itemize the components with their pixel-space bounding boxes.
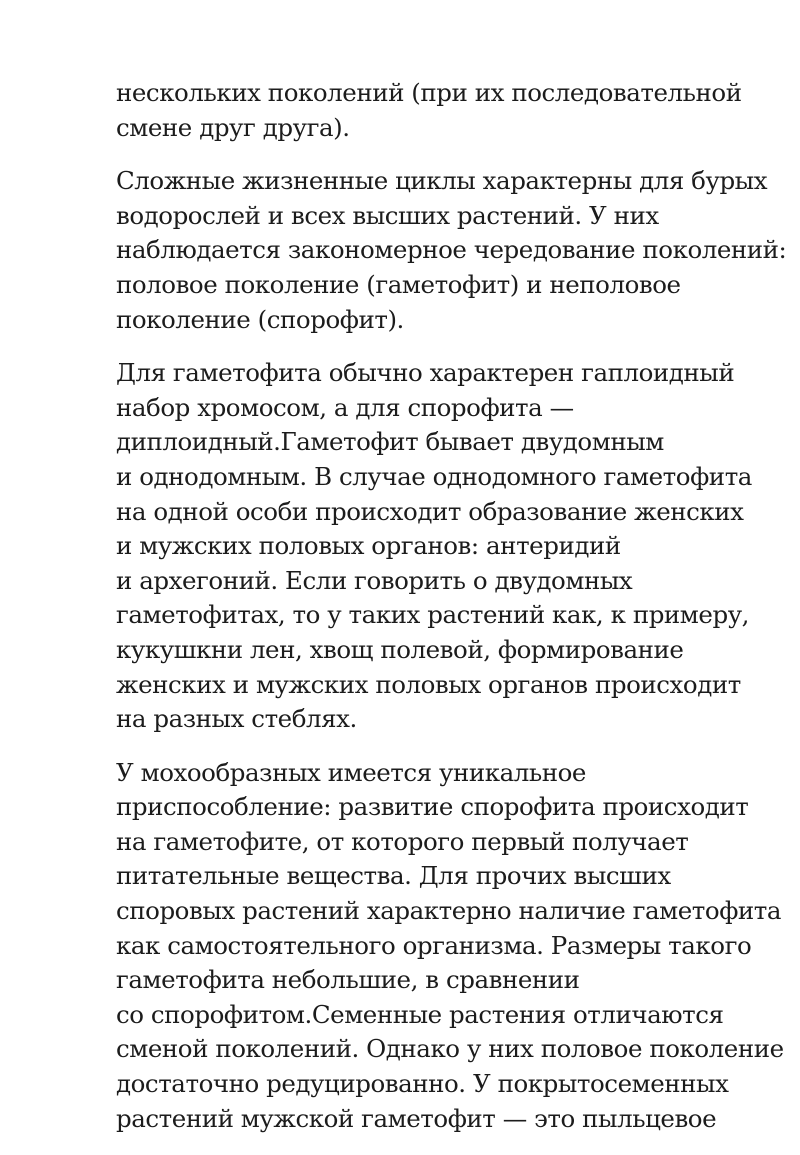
text-line: половое поколение (гаметофит) и неполовое	[116, 269, 681, 299]
paragraph-2	[116, 164, 787, 337]
text-line: Сложные жизненные циклы характерны для бурых	[116, 166, 768, 196]
text-line: гаметофитах, то у таких растений как, к примеру,	[116, 600, 749, 630]
text-line: женских и мужских половых органов происходит	[116, 669, 741, 699]
text-line: со спорофитом.Семенные растения отличаются	[116, 999, 724, 1029]
text-line: растений мужской гаметофит — это пыльцевое	[116, 1103, 717, 1133]
text-line: Для гаметофита обычно характерен гаплоидный	[116, 358, 735, 388]
text-line: питательные вещества. Для прочих высших	[116, 861, 671, 891]
text-line: кукушкни лен, хвощ полевой, формирование	[116, 634, 684, 664]
text-line: поколение (спорофит).	[116, 304, 404, 334]
text-line: диплоидный.Гаметофит бывает двудомным	[116, 427, 664, 457]
text-line: водорослей и всех высших растений. У них	[116, 200, 659, 230]
text-line: смене друг друга).	[116, 112, 350, 142]
text-line: на гаметофите, от которого первый получает	[116, 826, 689, 856]
paragraph-1	[116, 76, 756, 145]
text-line: гаметофита небольшие, в сравнении	[116, 965, 580, 995]
text-line: и однодомным. В случае однодомного гаметофита	[116, 461, 752, 491]
text-line: и архегоний. Если говорить о двудомных	[116, 565, 633, 595]
text-line: набор хромосом, а для спорофита —	[116, 392, 574, 422]
document-page	[116, 76, 787, 1155]
text-line: наблюдается закономерное чередование поколений:	[116, 235, 787, 265]
text-line: как самостоятельного организма. Размеры такого	[116, 930, 752, 960]
text-line: на разных стеблях.	[116, 704, 357, 734]
text-line: споровых растений характерно наличие гаметофита	[116, 896, 782, 926]
text-line: и мужских половых органов: антеридий	[116, 531, 621, 561]
paragraph-3	[116, 356, 756, 737]
text-line: достаточно редуцированно. У покрытосеменных	[116, 1069, 729, 1099]
text-line: нескольких поколений (при их последовательной	[116, 78, 742, 107]
text-line: сменой поколений. Однако у них половое поколение	[116, 1034, 784, 1064]
text-line: У мохообразных имеется уникальное	[116, 757, 586, 787]
text-line: приспособление: развитие спорофита происходит	[116, 792, 749, 822]
paragraph-4	[116, 756, 784, 1137]
text-line: на одной особи происходит образование женских	[116, 496, 744, 526]
